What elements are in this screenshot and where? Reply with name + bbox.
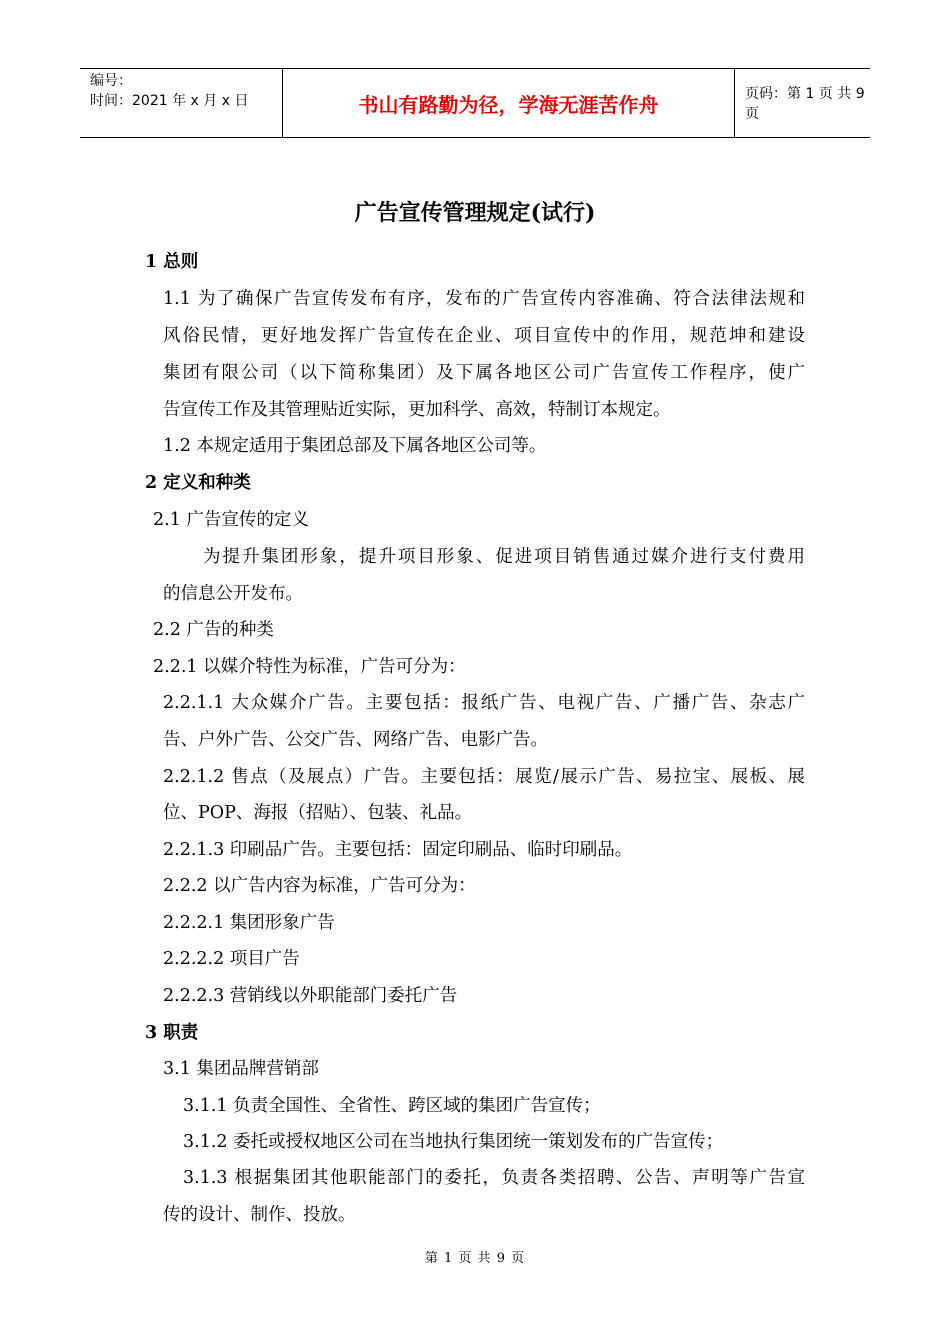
header-page-code: 页码：第 1 页 共 9 页 — [745, 86, 865, 122]
header-motto-cell — [282, 69, 735, 137]
subsection-heading: 2.2 广告的种类 — [153, 620, 274, 640]
paragraph-line: 集团有限公司（以下简称集团）及下属各地区公司广告宣传工作程序，使广 — [163, 363, 805, 383]
paragraph-line: 的信息公开发布。 — [163, 584, 303, 604]
list-item: 2.2.2.1 集团形象广告 — [163, 913, 335, 933]
header-left-cell — [80, 69, 282, 137]
paragraph-line: 传的设计、制作、投放。 — [163, 1205, 356, 1225]
paragraph-line: 位、POP、海报（招贴）、包装、礼品。 — [163, 803, 473, 823]
page-header — [80, 68, 870, 138]
paragraph-line: 2.2.1.3 印刷品广告。主要包括：固定印刷品、临时印刷品。 — [163, 840, 633, 860]
list-item: 2.2.2.2 项目广告 — [163, 949, 300, 969]
section-heading-3: 3 职责 — [145, 1023, 199, 1043]
paragraph-line: 1.2 本规定适用于集团总部及下属各地区公司等。 — [163, 436, 547, 456]
subsection-heading: 2.1 广告宣传的定义 — [153, 510, 309, 530]
subsection-heading: 3.1 集团品牌营销部 — [163, 1059, 319, 1079]
paragraph-line: 告、户外广告、公交广告、网络广告、电影广告。 — [163, 730, 548, 750]
paragraph-line: 2.2.1 以媒介特性为标准，广告可分为： — [153, 657, 466, 677]
paragraph-line: 风俗民情，更好地发挥广告宣传在企业、项目宣传中的作用，规范坤和建设 — [163, 326, 805, 346]
section-heading-1: 1 总则 — [145, 252, 199, 272]
paragraph-line: 2.2.1.2 售点（及展点）广告。主要包括：展览/展示广告、易拉宝、展板、展 — [163, 767, 805, 787]
page-footer: 第 1 页 共 9 页 — [424, 1251, 526, 1266]
document-title: 广告宣传管理规定(试行) — [354, 200, 596, 226]
document-number-label: 编号： — [90, 73, 132, 89]
section-heading-2: 2 定义和种类 — [145, 473, 251, 493]
paragraph-line: 3.1.3 根据集团其他职能部门的委托，负责各类招聘、公告、声明等广告宣 — [183, 1168, 805, 1188]
list-item: 2.2.2.3 营销线以外职能部门委托广告 — [163, 986, 458, 1006]
document-time-label: 时间：2021 年 x 月 x 日 — [90, 93, 249, 109]
paragraph-line: 为提升集团形象，提升项目形象、促进项目销售通过媒介进行支付费用 — [203, 547, 805, 567]
paragraph-line: 3.1.1 负责全国性、全省性、跨区域的集团广告宣传； — [183, 1096, 601, 1116]
paragraph-line: 1.1 为了确保广告宣传发布有序，发布的广告宣传内容准确、符合法律法规和 — [163, 289, 805, 309]
paragraph-line: 2.2.2 以广告内容为标准，广告可分为： — [163, 876, 476, 896]
paragraph-line: 告宣传工作及其管理贴近实际，更加科学、高效，特制订本规定。 — [163, 400, 671, 420]
paragraph-line: 2.2.1.1 大众媒介广告。主要包括：报纸广告、电视广告、广播广告、杂志广 — [163, 693, 805, 713]
header-motto: 书山有路勤为径，学海无涯苦作舟 — [358, 92, 659, 117]
paragraph-line: 3.1.2 委托或授权地区公司在当地执行集团统一策划发布的广告宣传； — [183, 1132, 724, 1152]
